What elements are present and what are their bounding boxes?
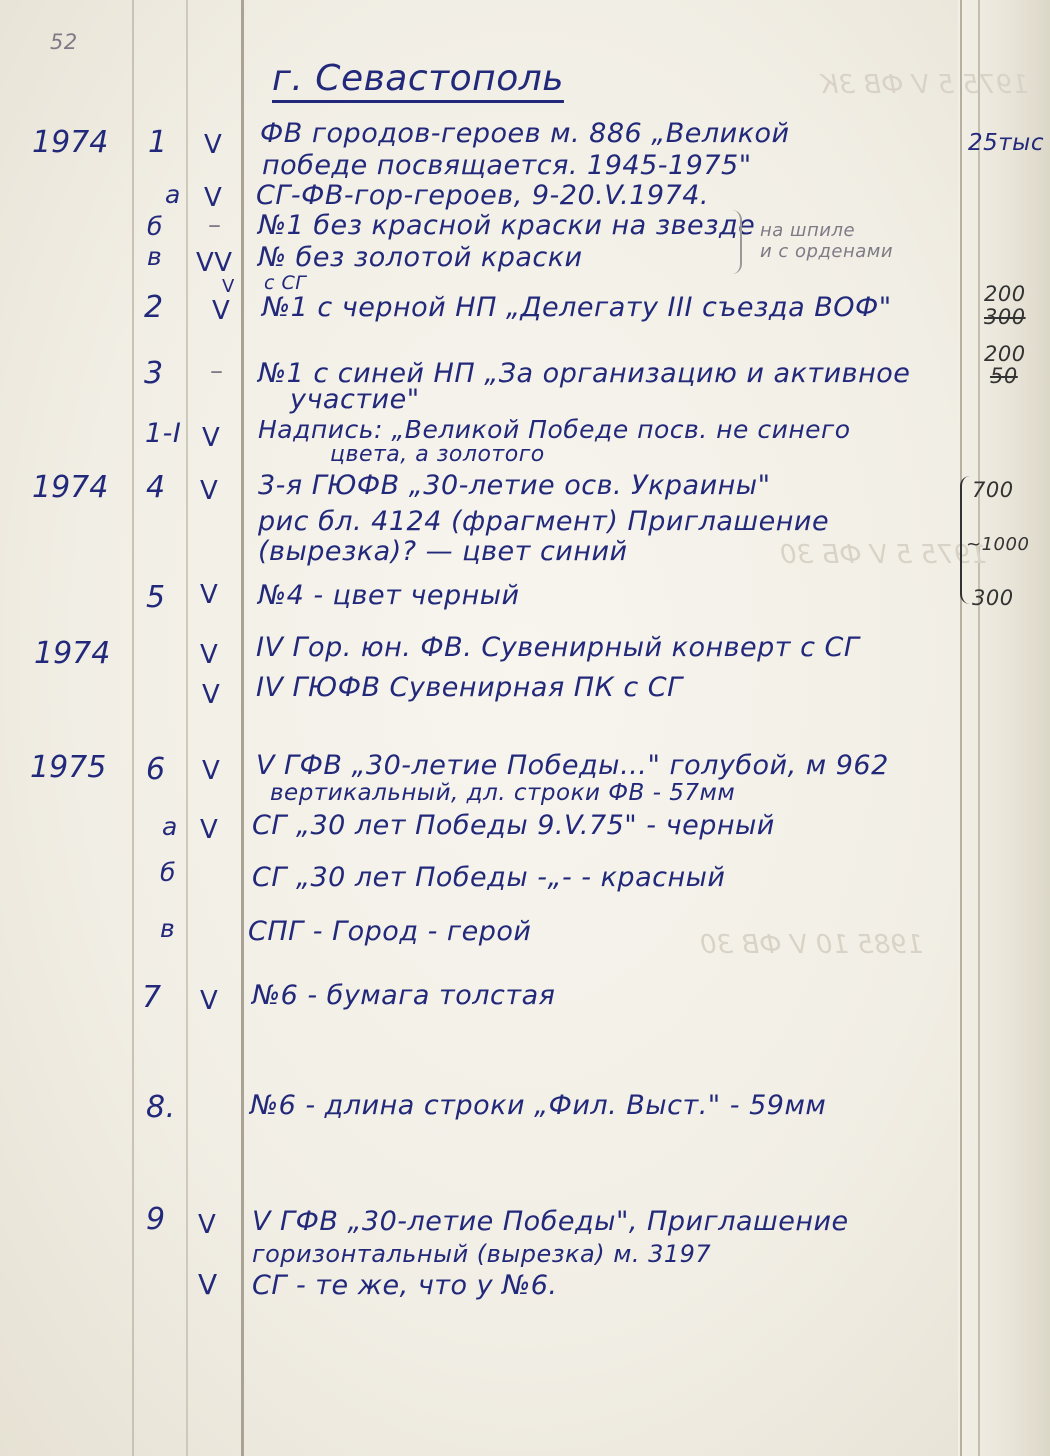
entry-text: №1 с черной НП „Делегату III съезда ВОФ" [262, 292, 892, 323]
entry-letter: в [147, 242, 163, 271]
entry-text: вертикальный, дл. строки ФВ - 57мм [270, 780, 736, 806]
check-mark: V [198, 1210, 217, 1240]
check-mark: V [204, 130, 223, 160]
entry-superscript: с СГ [264, 272, 307, 294]
bleed-through: 1975 5 V ФВ 3К [820, 70, 1029, 100]
entry-number: 3 [144, 356, 164, 391]
margin-rule-right [960, 0, 962, 1456]
entry-text: СГ „30 лет Победы 9.V.75" - черный [252, 810, 775, 841]
check-mark: – [208, 210, 222, 240]
check-mark: V [200, 640, 219, 670]
quantity-note: ~1000 [966, 534, 1030, 555]
entry-text: №1 с синей НП „За организацию и активное [258, 358, 911, 389]
entry-number: 1-I [145, 418, 182, 449]
entry-letter: а [165, 180, 181, 209]
pencil-brace [726, 210, 742, 274]
margin-rule-number [186, 0, 188, 1456]
entry-text: рис бл. 4124 (фрагмент) Приглашение [258, 506, 830, 537]
page-title: г. Севастополь [272, 58, 564, 99]
bleed-through: 1985 10 V ФВ 30 [700, 930, 924, 960]
margin-rule-year [132, 0, 134, 1456]
entry-text: Надпись: „Великой Победе посв. не синего [258, 415, 851, 444]
entry-text: V ГФВ „30-летие Победы…" голубой, м 962 [256, 750, 889, 781]
check-mark: VV [196, 248, 233, 278]
entry-text: V ГФВ „30-летие Победы", Приглашение [252, 1206, 849, 1237]
entry-text: (вырезка)? — цвет синий [258, 536, 628, 567]
check-mark: V [204, 183, 223, 213]
entry-text: №6 - длина строки „Фил. Выст." - 59мм [250, 1090, 827, 1121]
entry-text: № без золотой краски [258, 242, 583, 273]
entry-text: СГ „30 лет Победы -„- - красный [252, 862, 726, 893]
entry-text: СГ-ФВ-гор-героев, 9-20.V.1974. [256, 180, 709, 211]
check-mark: V [212, 296, 231, 326]
check-mark: V [202, 756, 221, 786]
entry-text: IV Гор. юн. ФВ. Сувенирный конверт с СГ [256, 632, 860, 663]
check-mark: V [198, 1268, 218, 1301]
check-mark-small: V [222, 276, 235, 297]
check-mark: V [202, 423, 221, 453]
entry-number: 1 [148, 125, 168, 160]
quantity-note: 200 [984, 342, 1026, 366]
check-mark: V [202, 680, 221, 710]
year-label: 1974 [32, 125, 109, 160]
entry-number: 4 [146, 470, 166, 505]
year-label: 1975 [30, 750, 107, 785]
quantity-note: 700 [972, 478, 1014, 502]
year-label: 1974 [34, 636, 111, 671]
bleed-through: 1975 5 V ФБ 30 [780, 540, 987, 570]
entry-letter: в [160, 914, 176, 943]
entry-number: 6 [146, 752, 166, 787]
entry-letter: б [147, 212, 163, 241]
entry-number: 9 [146, 1202, 166, 1237]
margin-rule-check [241, 0, 244, 1456]
entry-letter: а [162, 812, 178, 841]
check-mark: V [200, 815, 219, 845]
quantity-note: 300 [972, 586, 1014, 610]
entry-number: 5 [146, 580, 166, 615]
entry-text: IV ГЮФВ Сувенирная ПК с СГ [256, 672, 683, 703]
entry-text: 3-я ГЮФВ „30-летие осв. Украины" [258, 470, 771, 501]
entry-text: горизонтальный (вырезка) м. 3197 [252, 1240, 712, 1268]
entry-text: №6 - бумага толстая [252, 980, 556, 1011]
entry-letter: б [160, 858, 176, 887]
entry-number: 7 [142, 980, 162, 1015]
entry-number: 8. [146, 1090, 176, 1125]
entry-text: цвета, а золотого [330, 442, 545, 467]
entry-number: 2 [144, 290, 164, 325]
entry-text: ФВ городов-героев м. 886 „Великой [260, 118, 790, 149]
entry-text: СПГ - Город - герой [248, 916, 532, 947]
entry-text: №4 - цвет черный [258, 580, 520, 611]
quantity-note-struck: 300 [984, 305, 1026, 329]
entry-text: победе посвящается. 1945-1975" [262, 150, 752, 181]
pencil-note: на шпиле и с орденами [760, 220, 894, 262]
margin-rule-right-2 [978, 0, 980, 1456]
year-label: 1974 [32, 470, 109, 505]
entry-text: СГ - те же, что у №6. [252, 1270, 558, 1301]
page-number: 52 [50, 30, 78, 54]
check-mark: V [200, 476, 219, 506]
quantity-note: 200 [984, 282, 1026, 306]
quantity-note: 25тыс [968, 130, 1044, 156]
check-mark: V [200, 580, 219, 610]
entry-text: №1 без красной краски на звезде [258, 210, 756, 241]
check-mark: V [200, 986, 219, 1016]
page-edge [958, 0, 1050, 1456]
quantity-note-struck: 50 [990, 364, 1018, 388]
entry-text: участие" [290, 384, 420, 415]
check-mark: – [210, 356, 224, 386]
